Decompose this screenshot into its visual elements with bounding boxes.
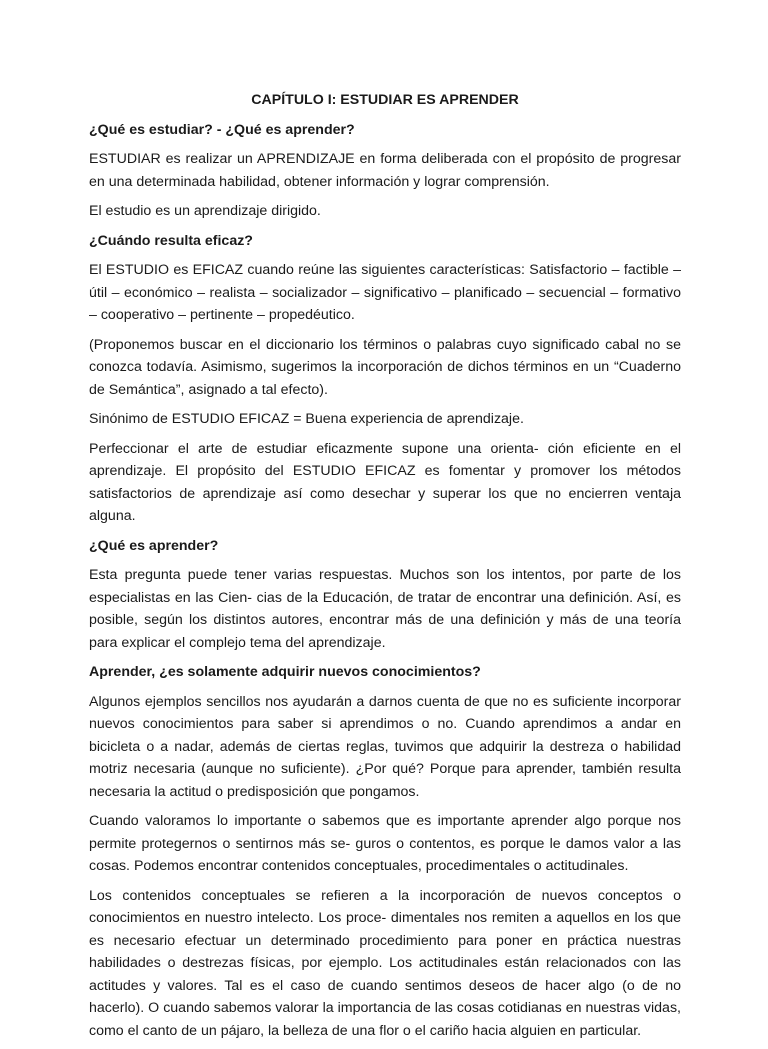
- section-heading-cuando-eficaz: ¿Cuándo resulta eficaz?: [89, 232, 253, 249]
- section-heading-que-es-estudiar: ¿Qué es estudiar? - ¿Qué es aprender?: [89, 121, 355, 138]
- paragraph-valoramos: Cuando valoramos lo importante o sabemos que es importante aprender algo porque nos permite protegernos o sentirnos más se- guros o contentos, es porque le damos valor a las cosas. Podemos encontrar contenidos conceptuales, procedimentales o actitudinales.: [89, 813, 681, 874]
- paragraph-diccionario: (Proponemos buscar en el diccionario los términos o palabras cuyo significado cabal no se conozca todavía. Asimismo, sugerimos la incorporación de dichos términos en un “Cuaderno de Semántica”, asignado a tal efecto).: [89, 336, 681, 398]
- section-heading-que-es-aprender: ¿Qué es aprender?: [89, 537, 219, 554]
- document-page: [89, 89, 681, 1049]
- paragraph-estudio-dirigido: El estudio es un aprendizaje dirigido.: [89, 203, 321, 219]
- paragraph-respuestas: Esta pregunta puede tener varias respuestas. Muchos son los intentos, por parte de los especialistas en las Cien- cias de la Educación, de tratar de encontrar una definición. Así, es posible, según los distintos autores, encontrar más de una definición y más de una teoría para explicar el complejo tema del aprendizaje.: [89, 567, 681, 651]
- paragraph-perfeccionar: Perfeccionar el arte de estudiar eficazmente supone una orienta- ción eficiente en el aprendizaje. El propósito del ESTUDIO EFICAZ es fomentar y promover los métodos satisfactorios de aprendizaje así como desechar y superar los que no encierren ventaja alguna.: [89, 440, 681, 524]
- paragraph-contenidos: Los contenidos conceptuales se refieren a la incorporación de nuevos conceptos o conocimientos en nuestro intelecto. Los proce- dimentales nos remiten a aquellos en los que es necesario efectuar un determinado procedimiento para poner en práctica nuestras habilidades o destrezas físicas, por ejemplo. Los actitudinales están relacionados con las actitudes y valores. Tal es el caso de cuando sentimos deseos de hacer algo (o de no hacerlo). O cuando sabemos valorar la importancia de las cosas cotidianas en nuestras vidas, como el canto de un pájaro, la belleza de una flor o el cariño hacia alguien en particular.: [89, 887, 681, 1039]
- chapter-title: CAPÍTULO I: ESTUDIAR ES APRENDER: [251, 92, 519, 108]
- paragraph-ejemplos: Algunos ejemplos sencillos nos ayudarán a darnos cuenta de que no es suficiente incorporar nuevos conocimientos para saber si aprendimos o no. Cuando aprendimos a andar en bicicleta o a nadar, además de ciertas reglas, tuvimos que adquirir la destreza o habilidad motriz necesaria (aunque no suficiente). ¿Por qué? Porque para aprender, también resulta necesaria la actitud o predisposición que pongamos.: [89, 693, 681, 800]
- section-heading-adquirir-conocimientos: Aprender, ¿es solamente adquirir nuevos conocimientos?: [89, 664, 481, 680]
- paragraph-sinonimo: Sinónimo de ESTUDIO EFICAZ = Buena experiencia de aprendizaje.: [89, 411, 524, 427]
- paragraph-caracteristicas: El ESTUDIO es EFICAZ cuando reúne las siguientes características: Satisfactorio – factible – útil – económico – realista – socializador – significativo – planificado – secuencial – formativo – cooperativo – pertinente – propedéutico.: [89, 262, 681, 323]
- paragraph-definicion-estudiar: ESTUDIAR es realizar un APRENDIZAJE en forma deliberada con el propósito de progresar en una determinada habilidad, obtener información y lograr comprensión.: [89, 151, 681, 190]
